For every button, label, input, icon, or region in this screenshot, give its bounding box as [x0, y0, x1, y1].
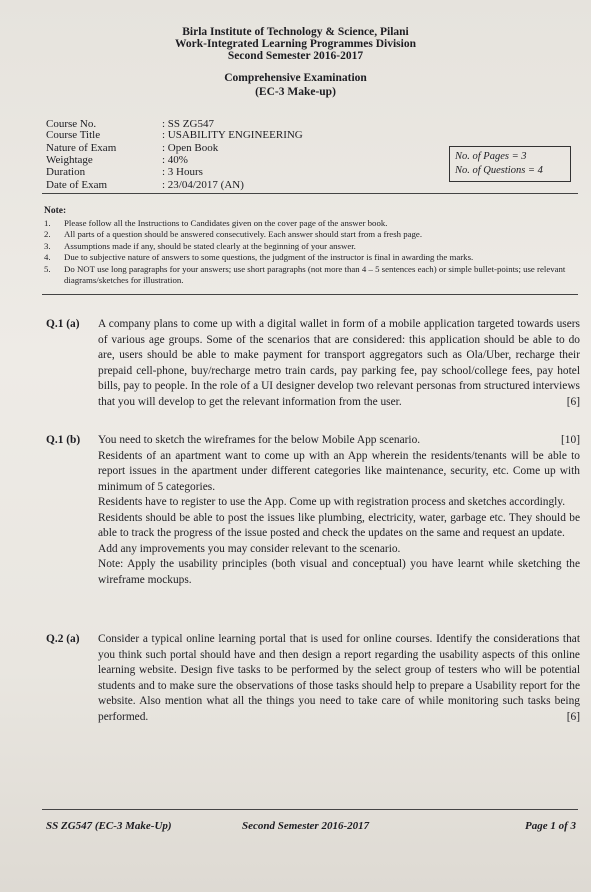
question-marks: [6]: [566, 395, 580, 408]
note-text: Assumptions made if any, should be stated clearly at the beginning of your answer.: [64, 240, 356, 251]
note-text: All parts of a question should be answered consecutively. Each answer should start from a fresh page.: [64, 229, 423, 239]
question-label: Q.1 (a): [46, 318, 80, 330]
divider: [42, 193, 578, 194]
meta-course-title: [46, 130, 303, 141]
footer-course: SS ZG547 (EC-3 Make-Up): [46, 820, 172, 832]
note-item: [44, 264, 574, 287]
exam-title: Comprehensive Examination: [224, 72, 367, 84]
meta-value: : 3 Hours: [162, 166, 203, 178]
pages-count: No. of Pages = 3: [455, 151, 527, 162]
meta-value: : USABILITY ENGINEERING: [162, 129, 303, 141]
note-text: Do NOT use long paragraphs for your answers; use short paragraphs (not more than 4 – 5 sentences each) or simple bullet-points; use relevant diagrams/sketches for illustration.: [64, 263, 566, 285]
question-text: A company plans to come up with a digital wallet in form of a mobile application targeted towards users of various age groups. Some of the scenarios that are considered: this application should be able to do are, users should be able to make payment for transport aggregators such as Ola/Uber, recharge their prepaid cell-phone, buy/recharge metro train cards, pay parking fee, pay school/college fees, pay hotel bills, pay to people. In the role of a UI designer develop two relevant personas from structured interviews that you will develop to get the relevant information from the user.: [98, 318, 580, 408]
question-1a: [46, 317, 580, 410]
meta-date: [46, 180, 244, 191]
question-paragraph: Add any improvements you may consider relevant to the scenario.: [98, 542, 401, 555]
meta-value: : SS ZG547: [162, 118, 214, 130]
question-label: Q.2 (a): [46, 633, 80, 645]
footer-divider: [42, 809, 578, 810]
semester-heading: Second Semester 2016-2017: [227, 50, 364, 62]
meta-weightage: [46, 155, 188, 166]
question-marks: [10]: [561, 434, 580, 446]
note-text: Due to subjective nature of answers to some questions, the judgment of the instructor is final in awarding the marks.: [64, 252, 474, 262]
page-count-box: [449, 146, 571, 182]
question-paragraph: Note: Apply the usability principles (both visual and conceptual) you have learnt while sketching the wireframe mockups.: [98, 558, 580, 586]
notes-section: [44, 206, 574, 287]
meta-label: Nature of Exam: [46, 142, 117, 154]
note-number: 4.: [44, 252, 51, 262]
meta-label: Weightage: [46, 154, 93, 166]
institute-name: Birla Institute of Technology & Science, Pilani: [182, 26, 409, 38]
divider: [42, 294, 578, 295]
meta-value: : 40%: [162, 154, 188, 166]
note-text: Please follow all the Instructions to Candidates given on the cover page of the answer book.: [64, 217, 388, 228]
meta-label: Date of Exam: [46, 179, 108, 191]
note-number: 1.: [44, 217, 51, 228]
meta-value: : 23/04/2017 (AN): [162, 179, 244, 191]
question-1b: [46, 433, 580, 588]
question-paragraph: Residents of an apartment want to come up with an App wherein the residents/tenants will be able to report issues in the apartment under different categories like maintenance, security, etc. Come up with minimum of 5 categories.: [98, 449, 580, 493]
note-item: [44, 252, 574, 264]
footer-page-number: Page 1 of 3: [524, 820, 576, 832]
question-2a: [46, 632, 580, 725]
meta-value: : Open Book: [162, 142, 219, 154]
meta-label: Course Title: [46, 129, 101, 141]
note-item: [44, 229, 574, 241]
question-intro: You need to sketch the wireframes for the below Mobile App scenario.: [98, 434, 421, 446]
note-number: 3.: [44, 240, 51, 251]
note-number: 2.: [44, 229, 51, 239]
meta-label: Course No.: [46, 118, 97, 130]
question-paragraph: Residents have to register to use the App. Come up with registration process and sketches accordingly.: [98, 496, 566, 508]
note-number: 5.: [44, 263, 51, 274]
note-item: [44, 218, 574, 230]
note-item: [44, 241, 574, 253]
question-marks: [6]: [566, 710, 580, 723]
division-name: Work-Integrated Learning Programmes Division: [175, 38, 416, 50]
meta-label: Duration: [46, 166, 86, 178]
notes-title: Note:: [44, 206, 67, 216]
meta-nature: [46, 143, 218, 154]
exam-subtitle: (EC-3 Make-up): [255, 86, 336, 98]
question-label: Q.1 (b): [46, 434, 81, 446]
question-text: Consider a typical online learning portal that is used for online courses. Identify the considerations that you think such portal should have and then design a report regarding the usability aspects of this online learning website. Design five tasks to be performed by the select group of testers who will be potential students and to make sure the observations of those tasks should help to prepare a Usability report for the website. Also mention what all the things you need to take care of while monitoring such tasks being performed.: [98, 633, 580, 723]
footer-semester: Second Semester 2016-2017: [242, 820, 370, 832]
meta-duration: [46, 167, 203, 178]
questions-count: No. of Questions = 4: [455, 165, 543, 176]
question-paragraph: Residents should be able to post the issues like plumbing, electricity, water, garbage etc. They should be able to track the progress of the issue posted and check the updates on the same and request an update.: [98, 511, 580, 539]
